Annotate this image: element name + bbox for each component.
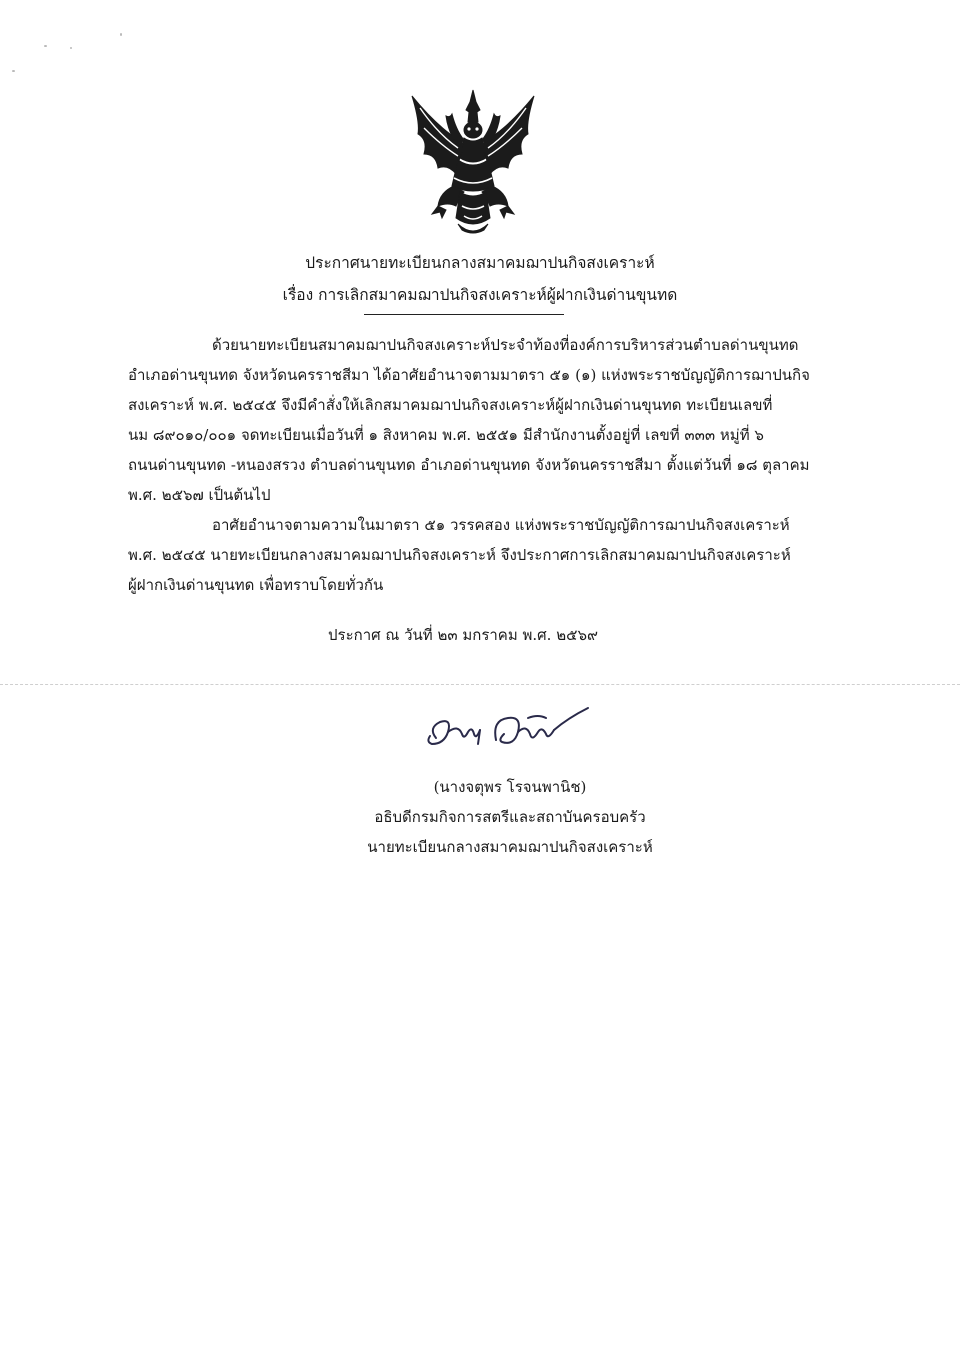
paragraph2-line: พ.ศ. ๒๕๔๕ นายทะเบียนกลางสมาคมฌาปนกิจสงเคราะห์ จึงประกาศการเลิกสมาคมฌาปนกิจสงเคราะห์ <box>128 546 791 564</box>
announcement-title: ประกาศนายทะเบียนกลางสมาคมฌาปนกิจสงเคราะห์ <box>305 254 655 272</box>
paragraph2-line: อาศัยอำนาจตามความในมาตรา ๕๑ วรรคสอง แห่งพระราชบัญญัติการฌาปนกิจสงเคราะห์ <box>212 516 790 534</box>
announcement-date: ประกาศ ณ วันที่ ๒๓ มกราคม พ.ศ. ๒๕๖๙ <box>328 626 598 644</box>
heading-divider <box>364 314 564 315</box>
paragraph1-line: ด้วยนายทะเบียนสมาคมฌาปนกิจสงเคราะห์ประจำท้องที่องค์การบริหารส่วนตำบลด่านขุนทด <box>212 336 799 354</box>
scan-speck <box>70 47 72 49</box>
garuda-emblem-icon <box>398 88 548 238</box>
paragraph1-line: อำเภอด่านขุนทด จังหวัดนครราชสีมา ได้อาศัยอำนาจตามมาตรา ๕๑ (๑) แห่งพระราชบัญญัติการฌาปนกิจ <box>128 366 810 384</box>
scan-fold-line <box>0 684 960 685</box>
paragraph2-line: ผู้ฝากเงินด่านขุนทด เพื่อทราบโดยทั่วกัน <box>128 576 384 594</box>
scan-speck <box>120 33 122 36</box>
paragraph1-line: สงเคราะห์ พ.ศ. ๒๕๔๕ จึงมีคำสั่งให้เลิกสมาคมฌาปนกิจสงเคราะห์ผู้ฝากเงินด่านขุนทด ทะเบียนเลขที่ <box>128 396 773 414</box>
paragraph1-line: นม ๘๙๐๑๐/๐๐๑ จดทะเบียนเมื่อวันที่ ๑ สิงหาคม พ.ศ. ๒๕๕๑ มีสำนักงานตั้งอยู่ที่ เลขที่ ๓๓๓ หมู่ที่ ๖ <box>128 426 764 444</box>
scan-speck <box>44 45 47 47</box>
signature-icon <box>418 700 618 770</box>
signatory-position: อธิบดีกรมกิจการสตรีและสถาบันครอบครัว <box>374 808 646 826</box>
paragraph1-line: พ.ศ. ๒๕๖๗ เป็นต้นไป <box>128 486 271 504</box>
signatory-name: (นางจตุพร โรจนพานิช) <box>433 778 587 796</box>
scan-speck <box>12 70 15 72</box>
signatory-role: นายทะเบียนกลางสมาคมฌาปนกิจสงเคราะห์ <box>367 838 653 856</box>
paragraph1-line: ถนนด่านขุนทด -หนองสรวง ตำบลด่านขุนทด อำเภอด่านขุนทด จังหวัดนครราชสีมา ตั้งแต่วันที่ ๑๘ ตุลาคม <box>128 456 810 474</box>
announcement-subject: เรื่อง การเลิกสมาคมฌาปนกิจสงเคราะห์ผู้ฝากเงินด่านขุนทด <box>282 286 678 304</box>
